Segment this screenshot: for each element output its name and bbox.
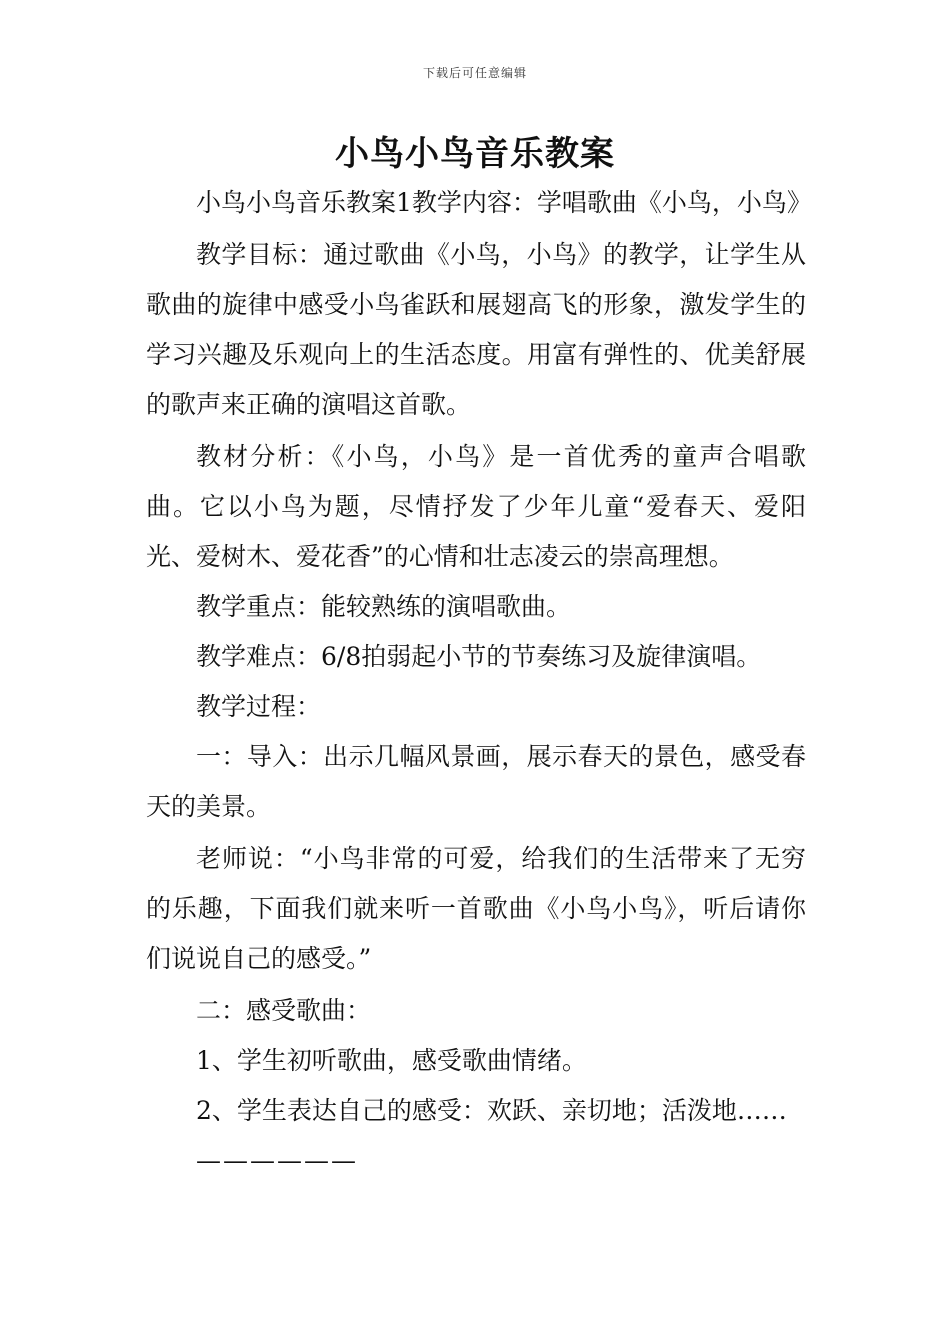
paragraph-teacher-says: 老师说：“小鸟非常的可爱，给我们的生活带来了无穷的乐趣，下面我们就来听一首歌曲《小鸟小鸟》，听后请你们说说自己的感受。” [146, 844, 806, 973]
document-title: 小鸟小鸟音乐教案 [335, 134, 615, 174]
paragraph-difficulties: 教学难点：6/8拍弱起小节的节奏练习及旋律演唱。 [196, 642, 762, 671]
paragraph-process-heading: 教学过程： [196, 692, 322, 721]
header-note: 下载后可任意编辑 [422, 66, 527, 80]
paragraph-step-one: 一：导入：出示几幅风景画，展示春天的景色，感受春天的美景。 [146, 742, 806, 821]
document-body [146, 178, 812, 1186]
list-item: 2、学生表达自己的感受：欢跃、亲切地；活泼地…… [196, 1096, 787, 1125]
paragraph-key-points: 教学重点：能较熟练的演唱歌曲。 [196, 592, 572, 621]
list-item: 1、学生初听歌曲，感受歌曲情绪。 [196, 1046, 587, 1075]
dash-separator: —————— [196, 1146, 358, 1175]
paragraph-intro: 小鸟小鸟音乐教案1教学内容：学唱歌曲《小鸟，小鸟》 [196, 188, 812, 217]
paragraph-step-two: 二：感受歌曲： [196, 996, 372, 1025]
paragraph-teaching-goals: 教学目标：通过歌曲《小鸟，小鸟》的教学，让学生从歌曲的旋律中感受小鸟雀跃和展翅高飞的形象，激发学生的学习兴趣及乐观向上的生活态度。用富有弹性的、优美舒展的歌声来正确的演唱这首歌。 [146, 240, 806, 419]
paragraph-material-analysis: 教材分析：《小鸟，小鸟》是一首优秀的童声合唱歌曲。它以小鸟为题，尽情抒发了少年儿童“爱春天、爱阳光、爱树木、爱花香”的心情和壮志凌云的崇高理想。 [146, 442, 806, 571]
